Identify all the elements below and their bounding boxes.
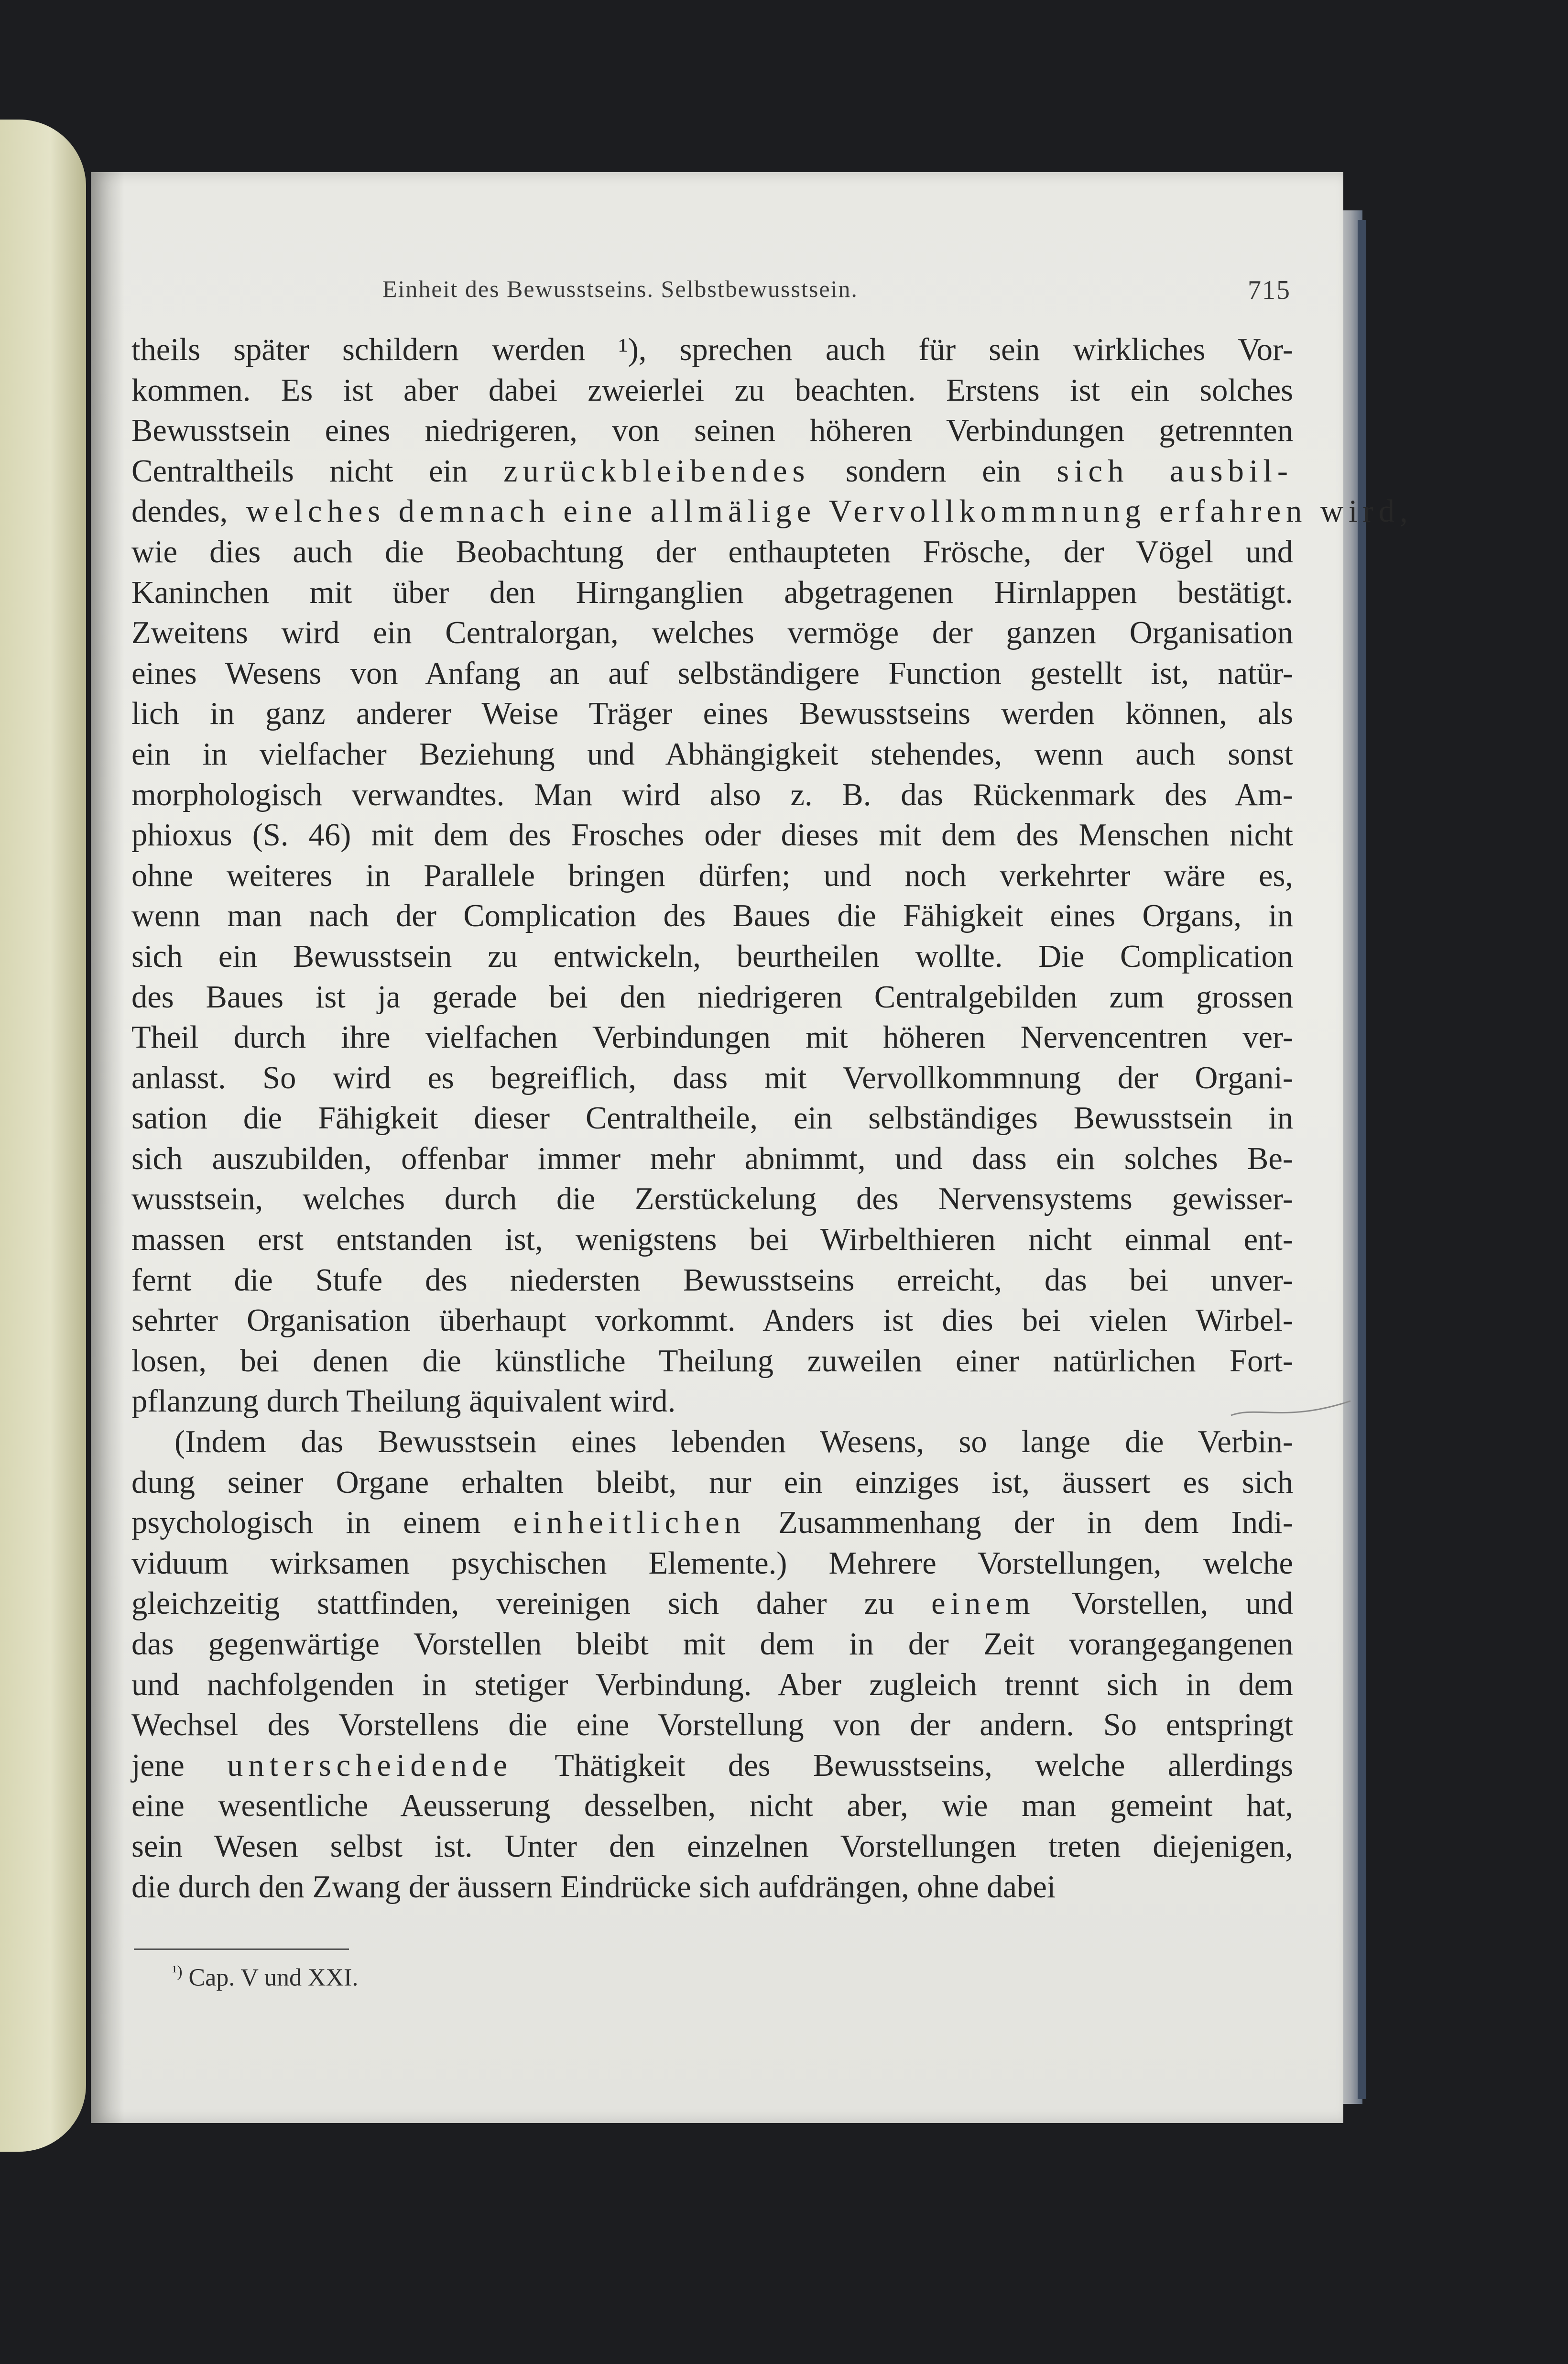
text-segment: sondern ein: [810, 453, 1057, 489]
text-segment: ohne weiteres in Parallele bringen dürfen; und noch verkehrter wäre es,: [131, 858, 1293, 893]
text-segment: das gegenwärtige Vorstellen bleibt mit dem in der Zeit vorangegangenen: [131, 1627, 1293, 1662]
text-segment: Wechsel des Vorstellens die eine Vorstellung von der andern. So entspringt: [131, 1707, 1293, 1743]
text-line: [131, 1341, 1293, 1382]
text-line: [131, 1624, 1293, 1665]
text-segment: (Indem das Bewusstsein eines lebenden Wesens, so lange die Verbin-: [174, 1424, 1293, 1460]
text-line: [131, 1705, 1293, 1746]
text-line: [131, 330, 1293, 371]
text-segment: und nachfolgenden in stetiger Verbindung. Aber zugleich trennt sich in dem: [131, 1667, 1293, 1702]
emphasized-text: einheitlichen: [513, 1505, 746, 1541]
text-segment: sehrter Organisation überhaupt vorkommt. Anders ist dies bei vielen Wirbel-: [131, 1303, 1293, 1338]
text-segment: fernt die Stufe des niedersten Bewusstseins erreicht, das bei unver-: [131, 1262, 1293, 1298]
text-line: [131, 1139, 1293, 1180]
text-segment: Thätigkeit des Bewusstseins, welche allerdings: [512, 1748, 1293, 1783]
text-line: [131, 451, 1293, 492]
text-line: [131, 654, 1293, 694]
text-line: [131, 1422, 1293, 1463]
text-segment: pflanzung durch Theilung äquivalent wird.: [131, 1384, 676, 1419]
footnote-marker: ¹): [172, 1963, 183, 1981]
text-segment: die durch den Zwang der äussern Eindrücke sich aufdrängen, ohne dabei: [131, 1869, 1056, 1904]
left-page-edge: [0, 120, 86, 2152]
running-head-title: Einheit des Bewusstseins. Selbstbewusstsein.: [382, 275, 858, 302]
book-page: [91, 172, 1413, 2123]
text-line: [131, 1827, 1293, 1867]
text-segment: dung seiner Organe erhalten bleibt, nur ein einziges ist, äussert es sich: [131, 1465, 1293, 1500]
text-line: [131, 815, 1293, 856]
text-line: [131, 613, 1293, 654]
text-segment: des Baues ist ja gerade bei den niedrigeren Centralgebilden zum grossen: [131, 979, 1293, 1015]
text-line: [131, 1786, 1293, 1827]
text-segment: wusstsein, welches durch die Zerstückelung des Nervensystems gewisser-: [131, 1182, 1293, 1217]
text-segment: eines Wesens von Anfang an auf selbständigere Function gestellt ist, natür-: [131, 656, 1293, 691]
text-segment: morphologisch verwandtes. Man wird also z. B. das Rückenmark des Am-: [131, 777, 1293, 812]
text-segment: gleichzeitig stattfinden, vereinigen sich daher zu: [131, 1586, 932, 1621]
text-segment: massen erst entstanden ist, wenigstens bei Wirbelthieren nicht einmal ent-: [131, 1222, 1293, 1258]
text-line: [131, 1018, 1293, 1058]
text-segment: kommen. Es ist aber dabei zweierlei zu beachten. Erstens ist ein solches: [131, 372, 1293, 408]
text-segment: wie dies auch die Beobachtung der enthaupteten Frösche, der Vögel und: [131, 534, 1293, 569]
text-line: [131, 694, 1293, 734]
text-segment: sich ein Bewusstsein zu entwickeln, beurtheilen wollte. Die Complication: [131, 939, 1293, 974]
text-segment: psychologisch in einem: [131, 1505, 513, 1541]
text-segment: viduum wirksamen psychischen Elemente.) Mehrere Vorstellungen, welche: [131, 1545, 1293, 1581]
text-line: [131, 1584, 1293, 1624]
text-line: [131, 1746, 1293, 1786]
page-number: 715: [1248, 275, 1291, 305]
text-line: [131, 1260, 1293, 1301]
emphasized-text: zurückbleibendes: [503, 453, 810, 489]
emphasized-text: unterscheidende: [227, 1748, 513, 1783]
text-line: [131, 896, 1293, 937]
pencil-margin-mark: [1229, 1396, 1353, 1425]
text-segment: dendes: [131, 494, 220, 529]
footnote-rule: [134, 1948, 349, 1950]
text-line: [131, 977, 1293, 1018]
text-line: [131, 1665, 1293, 1706]
body-text: [131, 330, 1413, 1907]
text-line: [131, 1220, 1293, 1260]
text-segment: Vorstellen, und: [1035, 1586, 1293, 1621]
text-line: [131, 1503, 1293, 1543]
text-segment: sich auszubilden, offenbar immer mehr abnimmt, und dass ein solches Be-: [131, 1141, 1293, 1176]
text-line: [131, 1867, 1293, 1908]
text-line: [131, 1463, 1293, 1503]
emphasized-text: einem: [931, 1586, 1035, 1621]
text-segment: wenn man nach der Complication des Baues die Fähigkeit eines Organs, in: [131, 898, 1293, 934]
text-segment: eine wesentliche Aeusserung desselben, nicht aber, wie man gemeint hat,: [131, 1788, 1293, 1824]
text-line: [131, 937, 1293, 977]
text-segment: Centraltheils nicht ein: [131, 453, 504, 489]
text-line: [131, 734, 1293, 775]
text-line: [131, 856, 1293, 897]
text-segment: Theil durch ihre vielfachen Verbindungen mit höheren Nervencentren ver-: [131, 1020, 1293, 1055]
text-segment: Bewusstsein eines niedrigeren, von seinen höheren Verbindungen getrennten: [131, 413, 1293, 449]
text-line: [131, 492, 1413, 532]
emphasized-text: sich ausbil-: [1056, 453, 1293, 489]
text-line: [131, 1543, 1293, 1584]
text-segment: Zweitens wird ein Centralorgan, welches vermöge der ganzen Organisation: [131, 615, 1293, 651]
text-line: [131, 1301, 1293, 1341]
emphasized-text: , welches demnach eine allmälige Vervollkommnung erfahren wird,: [219, 494, 1413, 529]
text-line: [131, 411, 1293, 451]
footnote: [172, 1963, 358, 1992]
text-segment: lich in ganz anderer Weise Träger eines Bewusstseins werden können, als: [131, 696, 1293, 732]
spine-shadow: [91, 172, 124, 2123]
text-line: [131, 775, 1293, 816]
text-line: [131, 1098, 1293, 1139]
text-segment: Zusammenhang der in dem Indi-: [746, 1505, 1293, 1541]
text-line: [131, 573, 1293, 613]
text-segment: losen, bei denen die künstliche Theilung zuweilen einer natürlichen Fort-: [131, 1343, 1293, 1379]
text-segment: phioxus (S. 46) mit dem des Frosches oder dieses mit dem des Menschen nicht: [131, 818, 1293, 853]
text-line: [131, 371, 1293, 411]
footnote-text: Cap. V und XXI.: [188, 1964, 359, 1992]
text-segment: Kaninchen mit über den Hirnganglien abgetragenen Hirnlappen bestätigt.: [131, 575, 1293, 610]
text-segment: sein Wesen selbst ist. Unter den einzelnen Vorstellungen treten diejenigen,: [131, 1828, 1293, 1864]
text-segment: ein in vielfacher Beziehung und Abhängigkeit stehendes, wenn auch sonst: [131, 736, 1293, 772]
text-segment: theils später schildern werden ¹), sprechen auch für sein wirkliches Vor-: [131, 332, 1293, 367]
text-segment: anlasst. So wird es begreiflich, dass mit Vervollkommnung der Organi-: [131, 1060, 1293, 1095]
text-line: [131, 532, 1293, 573]
text-line: [131, 1179, 1293, 1220]
text-line: [131, 1381, 1293, 1422]
text-line: [131, 1058, 1293, 1099]
text-segment: sation die Fähigkeit dieser Centraltheile, ein selbständiges Bewusstsein in: [131, 1101, 1293, 1136]
text-segment: jene: [131, 1748, 228, 1783]
